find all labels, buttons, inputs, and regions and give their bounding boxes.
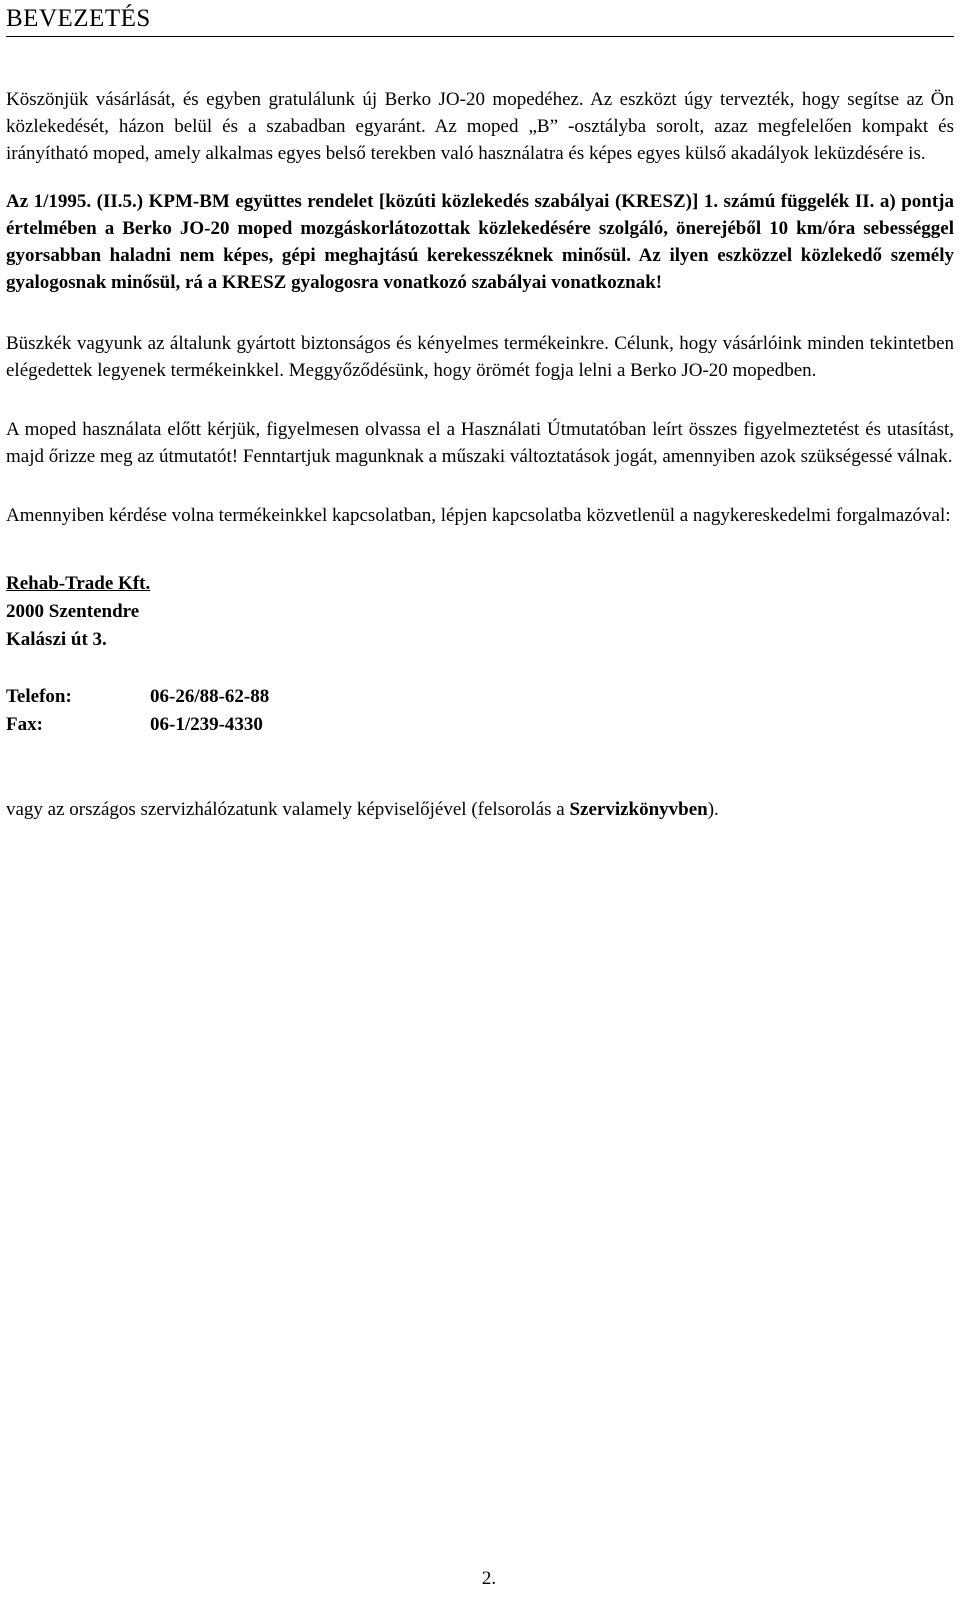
address-block xyxy=(6,570,954,654)
closing-text-before: vagy az országos szervizhálózatunk valamely képviselőjével (felsorolás a xyxy=(6,799,570,820)
address-city: 2000 Szentendre xyxy=(6,601,140,622)
document-page xyxy=(6,0,954,823)
fax-row xyxy=(6,711,954,739)
fax-value: 06-1/239-4330 xyxy=(150,714,263,735)
section-heading: BEVEZETÉS xyxy=(6,0,954,37)
service-book-reference: Szervizkönyvben xyxy=(569,799,708,820)
pride-paragraph: Büszkék vagyunk az általunk gyártott biztonságos és kényelmes termékeinkre. Célunk, hogy vásárlóink minden tekintetben elégedettek legyenek termékeinkkel. Meggyőződésünk, hogy örömét fogja lelni a Berko JO-20 mopedben. xyxy=(6,333,954,381)
phone-row xyxy=(6,683,954,711)
company-name: Rehab-Trade Kft. xyxy=(6,573,151,594)
legal-paragraph: Az 1/1995. (II.5.) KPM-BM együttes rendelet [közúti közlekedés szabályai (KRESZ)] 1. számú függelék II. a) pontja értelmében a Berko JO-20 moped mozgáskorlátozottak közlekedésére szolgáló, önerejéből 10 km/óra sebességgel gyorsabban haladni nem képes, gépi meghajtású kerekesszéknek minősül. Az ilyen eszközzel közlekedő személy gyalogosnak minősül, rá a KRESZ gyalogosra vonatkozó szabályai vonatkoznak! xyxy=(6,191,954,293)
fax-label: Fax: xyxy=(6,714,43,735)
instructions-paragraph: A moped használata előtt kérjük, figyelmesen olvassa el a Használati Útmutatóban leírt összes figyelmeztetést és utasítást, majd őrizze meg az útmutatót! Fenntartjuk magunknak a műszaki változtatások jogát, amennyiben azok szükségessé válnak. xyxy=(6,419,954,467)
page-number: 2. xyxy=(481,1568,497,1589)
phone-label: Telefon: xyxy=(6,686,72,707)
phone-value: 06-26/88-62-88 xyxy=(150,686,270,707)
contact-block xyxy=(6,683,954,739)
contact-intro-paragraph: Amennyiben kérdése volna termékeinkkel kapcsolatban, lépjen kapcsolatba közvetlenül a nagykereskedelmi forgalmazóval: xyxy=(6,505,951,526)
closing-paragraph xyxy=(6,796,954,823)
address-street: Kalászi út 3. xyxy=(6,629,107,650)
closing-text-after: ). xyxy=(707,799,719,820)
intro-paragraph: Köszönjük vásárlását, és egyben gratulálunk új Berko JO-20 mopedéhez. Az eszközt úgy tervezték, hogy segítse az Ön közlekedését, házon belül és a szabadban egyaránt. Az moped „B” -osztályba sorolt, azaz megfelelően kompakt és irányítható moped, amely alkalmas egyes belső terekben való használatra és képes egyes külső akadályok leküzdésére is. xyxy=(6,89,954,164)
